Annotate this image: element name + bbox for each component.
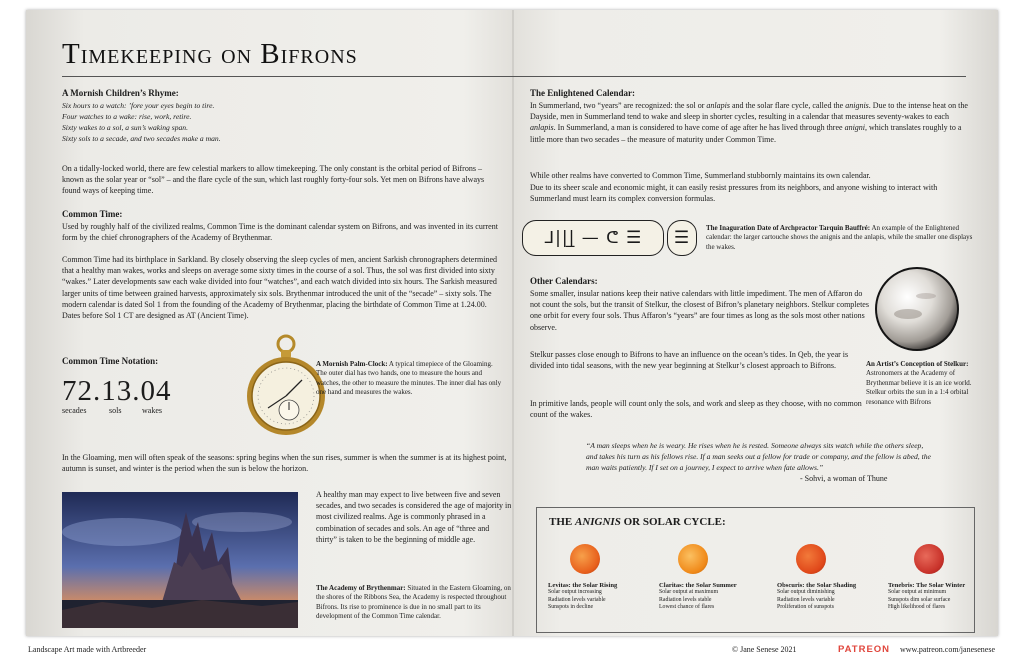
cartouche-caption-text: An example of the Enlightened calendar: the larger cartouche shows the anignis and the anlapis, while the smaller one displays the wakes.	[706, 224, 973, 251]
phase-levitas	[548, 582, 617, 612]
enlightened-text: . In Summerland, a man is considered to have come of age after he has lived through three	[553, 123, 845, 133]
cartouche-caption-title: The Inaguration Date of Archpractor Tarquin Bauffré:	[706, 224, 871, 232]
other-calendars-heading: Other Calendars:	[530, 276, 598, 286]
tenebris-sun-icon	[914, 544, 944, 574]
claritas-sun-icon	[678, 544, 708, 574]
notation-label-secades: secades	[62, 406, 87, 415]
page-title: Timekeeping on Bifrons	[62, 38, 358, 70]
phase-name: Obscuris: the Solar Shading	[777, 582, 857, 589]
phase-name: Tenebris: The Solar Winter	[888, 582, 966, 589]
academy-landscape-image	[62, 492, 298, 628]
common-time-paragraph-1: Used by roughly half of the civilized realms, Common Time is the dominant calendar system on Bifrons, and was invented in its current form by the chief chronographers of the Academy of Brythenmar.	[62, 222, 498, 243]
enlightened-text: In Summerland, two “years” are recognized: the sol or	[530, 101, 707, 110]
notation-label-wakes: wakes	[142, 406, 162, 415]
phase-claritas	[659, 582, 737, 612]
large-cartouche	[522, 220, 664, 256]
other-calendars-paragraph-2: Stelkur passes close enough to Bifrons to have an influence on the ocean’s tides. In Qeb, the year is divided into tidal seasons, with the new year beginning at Stelkur’s closest approach to Bifrons.	[530, 350, 849, 371]
rhyme-line: Four watches to a wake: rise, work, retire.	[62, 112, 192, 121]
enlightened-paragraph-1	[530, 100, 970, 145]
phase-detail: Radiation levels variable	[548, 596, 606, 603]
phase-detail: High likelihood of flares	[888, 604, 946, 611]
page-fold	[512, 10, 514, 636]
enlightened-term: anlapis	[706, 101, 730, 110]
rhyme-lines	[62, 100, 442, 144]
title-rule	[62, 76, 966, 77]
stelkur-caption-text: Astronomers at the Academy of Brythenmar believe it is an ice world. Stelkur orbits the sun in a 1:4 orbital resonance with Bifrons	[866, 369, 972, 406]
stelkur-caption-title: An Artist’s Conception of Stelkur:	[866, 360, 969, 368]
notation-label-sols: sols	[109, 406, 122, 415]
notation-heading: Common Time Notation:	[62, 356, 159, 366]
patreon-logo: PATREON	[838, 644, 891, 655]
phase-detail: Proliferation of sunspots	[777, 604, 834, 611]
quote-attribution: - Sohvi, a woman of Thune	[800, 474, 888, 483]
enlightened-paragraph-3: Due to its sheer scale and economic might, it can easily resist pressures from its neighbors, and anyone wishing to interact with Summerland must learn its complex conversion formulas.	[530, 183, 938, 204]
academy-caption-text: Situated in the Eastern Gloaming, on the shores of the Ribbons Sea, the Academy is respected throughout Bifrons. Its rise to prominence is due in no small part to its development of the Common Time calendar.	[316, 584, 511, 621]
palm-clock-caption	[316, 360, 504, 398]
small-cartouche	[667, 220, 697, 256]
rhyme-line: Six hours to a watch: ’fore your eyes begin to tire.	[62, 101, 215, 110]
phase-detail: Solar output at maximum	[659, 589, 719, 595]
cartouche-glyphs-icon: ᒧ|||̲ — ᕦ ☰	[543, 228, 643, 248]
phase-detail: Solar output at minimum	[888, 589, 947, 595]
document-page	[26, 10, 998, 636]
phase-detail: Sunspots in decline	[548, 604, 594, 611]
enlightened-text: , which translates roughly to a little more than two secades – the measure of maturity under Common Time.	[530, 123, 962, 144]
solar-cycle-title	[549, 516, 726, 528]
cartouche-wake-glyph-icon: ☰	[673, 228, 691, 248]
notation-value: 72.13.04	[62, 375, 172, 407]
lifespan-paragraph: A healthy man may expect to live between five and seven secades, and two secades is considered the age of majority in most civilized realms. Age is commonly phrased in a combination of secades and sols. An age of “three and thirty” is taken to be the beginning of middle age.	[316, 490, 512, 544]
phase-detail: Lowest chance of flares	[659, 604, 715, 611]
other-calendars-paragraph-3: In primitive lands, people will count only the sols, and work and sleep as they choose, with no common count of the wakes.	[530, 399, 862, 420]
enlightened-paragraph-2: While other realms have converted to Common Time, Summerland stubbornly maintains its own calendar.	[530, 171, 871, 180]
rhyme-line: Sixty sols to a secade, and two secades make a man.	[62, 134, 221, 143]
footer-credit: Landscape Art made with Artbreeder	[28, 645, 147, 654]
enlightened-term: anigni	[844, 123, 866, 133]
phase-detail: Radiation levels variable	[777, 596, 835, 603]
phase-name: Claritas: the Solar Summer	[659, 582, 737, 589]
enlightened-term: anlapis	[530, 123, 554, 133]
footer-copyright: © Jane Senese 2021	[732, 645, 797, 654]
phase-tenebris	[888, 582, 965, 612]
other-calendars-paragraph-1: Some smaller, insular nations keep their native calendars with little impediment. The men of Affaron do not count the sols, but the transit of Stelkur, the closest of Bifron’s planetary neighbors. Stelkur completes one orbit for every four sols. Thus Affaron’s “years” are four times as long as the sols most other nations observe.	[530, 289, 869, 332]
phase-detail: Solar output diminishing	[777, 589, 835, 595]
stelkur-planet-image	[874, 266, 960, 352]
phase-obscuris	[777, 582, 856, 612]
intro-paragraph: On a tidally-locked world, there are few celestial markers to allow timekeeping. The only constant is the orbital period of Bifrons – known as the solar year or “sol” – and the flare cycle of the sun, which last roughly forty-four sols. Yet men on Bifrons have always found ways of keeping time.	[62, 164, 485, 196]
cartouche-caption	[706, 224, 974, 252]
patreon-link[interactable]: www.patreon.com/janesenese	[900, 645, 995, 654]
common-time-paragraph-2: Common Time had its birthplace in Sarkland. By closely observing the sleep cycles of men, ancient Sarkish chronographers determined that a healthy man wakes, works and sleeps on average some sixty times in the course of a sol. Thus, the sol was first divided into sixty “wakes.” Later developments saw each wake divided into four “watches”, and each watch divided into six hours. The Sarkish measured larger units of time between grained harvests, approximately six sols. Brythenmar introduced the unit of the “secade” – sixty sols. The modern calendar is dated Sol 1 from the founding of the Academy of Brythenmar, placing the birthdate of Common Time at 1.24.00. Dates before Sol 1 CT are designed as AT (Ancient Time).	[62, 255, 498, 321]
phase-detail: Solar output increasing	[548, 589, 602, 595]
levitas-sun-icon	[570, 544, 600, 574]
enlightened-text: and the solar flare cycle, called the	[729, 101, 846, 110]
solar-title-part: THE	[549, 516, 575, 528]
common-time-heading: Common Time:	[62, 209, 123, 219]
rhyme-heading: A Mornish Children’s Rhyme:	[62, 88, 179, 98]
phase-detail: Radiation levels stable	[659, 596, 712, 603]
academy-caption	[316, 584, 512, 622]
enlightened-text: . Due to the intense heat on the Dayside, men in Summerland tend to wake and sleep in shorter cycles, resulting in a calendar that measures seventy-wakes to each	[530, 101, 968, 122]
obscuris-sun-icon	[796, 544, 826, 574]
rhyme-line: Sixty wakes to a sol, a sun’s waking span.	[62, 123, 188, 132]
sohvi-quote: “A man sleeps when he is weary. He rises when he is rested. Someone always sits watch while the others sleep, and takes his turn as his fellows rise. If a man seeks out a fellow for trade or company, and the fellow is abed, the man waits patiently. If I set on a journey, I expect to arrive when fate allows.”	[586, 441, 931, 472]
enlightened-heading: The Enlightened Calendar:	[530, 88, 636, 98]
phase-name: Levitas: the Solar Rising	[548, 582, 618, 589]
palm-clock-caption-text: A typical timepiece of the Gloaming. The outer dial has two hands, one to measure the hours and watches, the other to measure the minutes. The inner dial has only one hand and measures the wakes.	[316, 360, 502, 397]
solar-title-part: OR SOLAR CYCLE:	[620, 516, 726, 528]
enlightened-term: anignis	[845, 101, 869, 110]
palm-clock-caption-title: A Mornish Palm-Clock:	[316, 360, 388, 368]
seasons-paragraph: In the Gloaming, men will often speak of the seasons: spring begins when the sun rises, summer is when the summer is at its highest point, autumn is sunset, and winter is the period when the sun is below the horizon.	[62, 453, 507, 474]
solar-title-term: ANIGNIS	[574, 516, 621, 528]
phase-detail: Sunspots dim solar surface	[888, 596, 951, 603]
stelkur-caption	[866, 360, 974, 407]
academy-caption-title: The Academy of Brythenmar:	[316, 584, 406, 592]
